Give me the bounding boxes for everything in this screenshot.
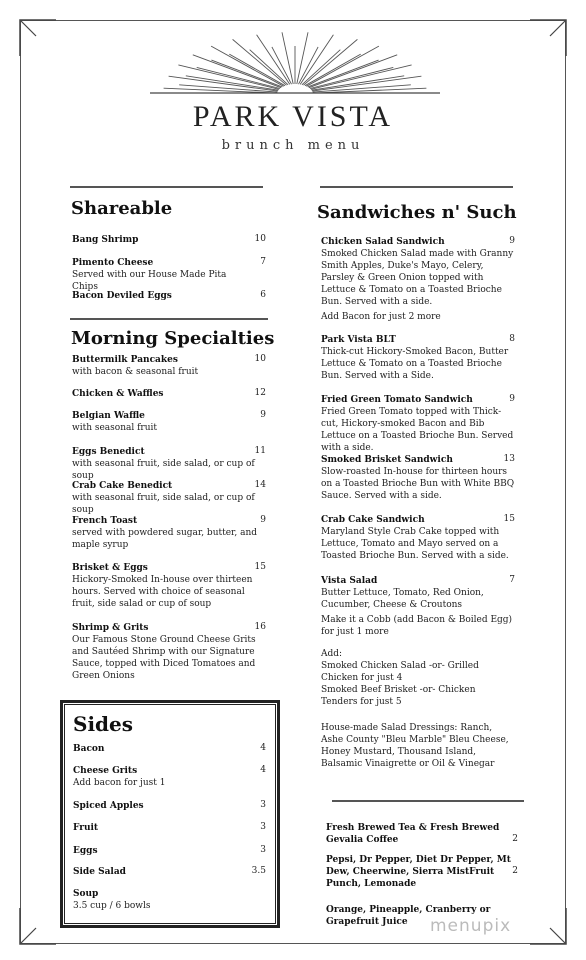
item-price: 2 xyxy=(512,834,518,844)
item-price: 6 xyxy=(260,290,266,300)
item-name: Smoked Brisket Sandwich xyxy=(321,455,453,465)
item-price: 12 xyxy=(254,388,266,398)
item-price: 4 xyxy=(260,743,266,753)
menu-item xyxy=(72,354,268,378)
menu-item xyxy=(321,514,516,562)
corner-ornament-icon xyxy=(528,906,568,946)
corner-ornament-icon xyxy=(18,18,58,58)
add-line: Smoked Beef Brisket -or- Chicken Tenders for just 5 xyxy=(321,685,476,707)
item-name: Bang Shrimp xyxy=(72,235,139,245)
item-description: Maryland Style Crab Cake topped with Lettuce, Tomato and Mayo served on a Toasted Brioche Bun. Served with a side. xyxy=(321,527,509,561)
section-title-sandwiches: Sandwiches n' Such xyxy=(317,202,517,223)
item-price: 14 xyxy=(254,480,266,490)
item-price: 9 xyxy=(260,410,266,420)
section-title-sides: Sides xyxy=(73,712,134,736)
menu-item xyxy=(72,480,268,516)
item-name: Pimento Cheese xyxy=(72,258,154,268)
menu-item xyxy=(72,234,252,246)
section-title-morning: Morning Specialties xyxy=(71,328,275,349)
item-name: Soup xyxy=(73,889,99,899)
item-price: 15 xyxy=(503,514,515,524)
menu-subtitle: brunch menu xyxy=(221,138,365,153)
item-price: 3 xyxy=(260,822,266,832)
item-description: Smoked Chicken Salad made with Granny Smith Apples, Duke's Mayo, Celery, Parsley & Green Onion topped with Lettuce & Tomato on a Toasted Brioche Bun. Served with a side. xyxy=(321,249,514,307)
item-name: Fried Green Tomato Sandwich xyxy=(321,395,473,405)
item-name: Chicken Salad Sandwich xyxy=(321,237,445,247)
item-price: 3 xyxy=(260,845,266,855)
item-name: Side Salad xyxy=(73,867,126,877)
item-price: 3.5 xyxy=(251,866,266,876)
item-description: Thick-cut Hickory-Smoked Bacon, Butter Lettuce & Tomato on a Toasted Brioche Bun. Served with a Side. xyxy=(321,347,509,381)
item-name: Park Vista BLT xyxy=(321,335,396,345)
salad-dressings: House-made Salad Dressings: Ranch, Ashe County "Bleu Marble" Bleu Cheese, Honey Mustard, Thousand Island, Balsamic Vinaigrette or Oil & Vinegar xyxy=(321,723,509,769)
item-price: 2 xyxy=(512,866,518,876)
item-price: 8 xyxy=(509,334,515,344)
menu-item xyxy=(321,236,516,323)
item-price: 7 xyxy=(260,257,266,267)
item-name: Crab Cake Sandwich xyxy=(321,515,425,525)
menu-item xyxy=(72,446,268,482)
corner-ornament-icon xyxy=(528,18,568,58)
menu-item xyxy=(73,845,243,857)
item-price: 11 xyxy=(254,446,266,456)
divider xyxy=(320,186,513,188)
item-name: Brisket & Eggs xyxy=(72,563,148,573)
add-line: Add: xyxy=(321,649,343,659)
item-name: Eggs Benedict xyxy=(72,447,145,457)
item-price: 4 xyxy=(260,765,266,775)
item-name: Spiced Apples xyxy=(73,801,144,811)
add-line: Smoked Chicken Salad -or- Grilled Chicken for just 4 xyxy=(321,661,479,683)
item-description: Served with our House Made Pita Chips xyxy=(72,270,227,292)
item-name: Fresh Brewed Tea & Fresh Brewed Gevalia Coffee xyxy=(326,823,500,845)
item-price: 9 xyxy=(509,236,515,246)
menu-item xyxy=(73,765,243,789)
item-add-on: Make it a Cobb (add Bacon & Boiled Egg) for just 1 more xyxy=(321,615,513,637)
item-description: served with powdered sugar, butter, and maple syrup xyxy=(72,528,258,550)
item-name: Crab Cake Benedict xyxy=(72,481,173,491)
item-description: Our Famous Stone Ground Cheese Grits and Sautéed Shrimp with our Signature Sauce, topped with Diced Tomatoes and Green Onions xyxy=(72,635,256,681)
sunburst-logo-icon xyxy=(150,22,440,94)
item-name: Pepsi, Dr Pepper, Diet Dr Pepper, Mt Dew, Cheerwine, Sierra MistFruit Punch, Lemonade xyxy=(326,855,511,889)
item-name: Vista Salad xyxy=(321,576,378,586)
item-name: Orange, Pineapple, Cranberry or Grapefruit Juice xyxy=(326,905,491,927)
item-price: 15 xyxy=(254,562,266,572)
item-price: 9 xyxy=(509,394,515,404)
item-price: 9 xyxy=(260,515,266,525)
item-price: 10 xyxy=(254,234,266,244)
watermark: menupix xyxy=(430,916,512,936)
menu-item xyxy=(72,388,268,400)
menu-item xyxy=(326,822,511,846)
menu-item xyxy=(72,257,252,293)
menu-item xyxy=(321,394,516,454)
item-description: Slow-roasted In-house for thirteen hours on a Toasted Brioche Bun with White BBQ Sauce. Served with a side. xyxy=(321,467,515,501)
item-price: 7 xyxy=(509,575,515,585)
menu-item xyxy=(72,622,268,682)
item-description: Add bacon for just 1 xyxy=(73,778,166,788)
menu-item xyxy=(73,800,243,812)
item-name: Eggs xyxy=(73,846,98,856)
divider xyxy=(70,318,268,320)
menu-item xyxy=(72,562,268,610)
menu-item xyxy=(321,454,516,502)
item-name: Chicken & Waffles xyxy=(72,389,164,399)
item-price: 13 xyxy=(503,454,515,464)
item-description: with bacon & seasonal fruit xyxy=(72,367,199,377)
item-description: with seasonal fruit xyxy=(72,423,158,433)
item-description: Butter Lettuce, Tomato, Red Onion, Cucumber, Cheese & Croutons xyxy=(321,588,484,610)
item-description: Hickory-Smoked In-house over thirteen hours. Served with choice of seasonal fruit, side salad or cup of soup xyxy=(72,575,253,609)
item-name: Cheese Grits xyxy=(73,766,138,776)
menu-item xyxy=(73,888,243,912)
menu-item xyxy=(73,743,243,755)
item-description: Fried Green Tomato topped with Thick-cut, Hickory-smoked Bacon and Bib Lettuce on a Toasted Brioche Bun. Served with a side. xyxy=(321,407,514,453)
divider xyxy=(70,186,263,188)
item-name: Buttermilk Pancakes xyxy=(72,355,178,365)
item-price: 10 xyxy=(254,354,266,364)
item-name: Bacon Deviled Eggs xyxy=(72,291,172,301)
item-price: 16 xyxy=(254,622,266,632)
menu-item xyxy=(73,822,243,834)
item-description: with seasonal fruit, side salad, or cup of soup xyxy=(72,493,255,515)
menu-item xyxy=(321,334,516,382)
menu-item xyxy=(321,575,516,638)
item-add-on: Add Bacon for just 2 more xyxy=(321,312,441,322)
menu-item xyxy=(72,515,268,551)
menu-item xyxy=(72,290,252,302)
add-protein-block xyxy=(321,648,513,708)
item-name: Shrimp & Grits xyxy=(72,623,149,633)
item-name: Belgian Waffle xyxy=(72,411,145,421)
item-price: 3 xyxy=(260,800,266,810)
item-description: 3.5 cup / 6 bowls xyxy=(73,901,151,911)
divider xyxy=(332,800,524,802)
menu-item xyxy=(326,854,511,890)
corner-ornament-icon xyxy=(18,906,58,946)
item-name: Fruit xyxy=(73,823,99,833)
menu-item xyxy=(72,410,268,434)
section-title-shareable: Shareable xyxy=(71,198,173,219)
item-name: French Toast xyxy=(72,516,138,526)
menu-item xyxy=(73,866,243,878)
item-description: with seasonal fruit, side salad, or cup of soup xyxy=(72,459,255,481)
restaurant-title: PARK VISTA xyxy=(192,100,394,133)
item-name: Bacon xyxy=(73,744,105,754)
